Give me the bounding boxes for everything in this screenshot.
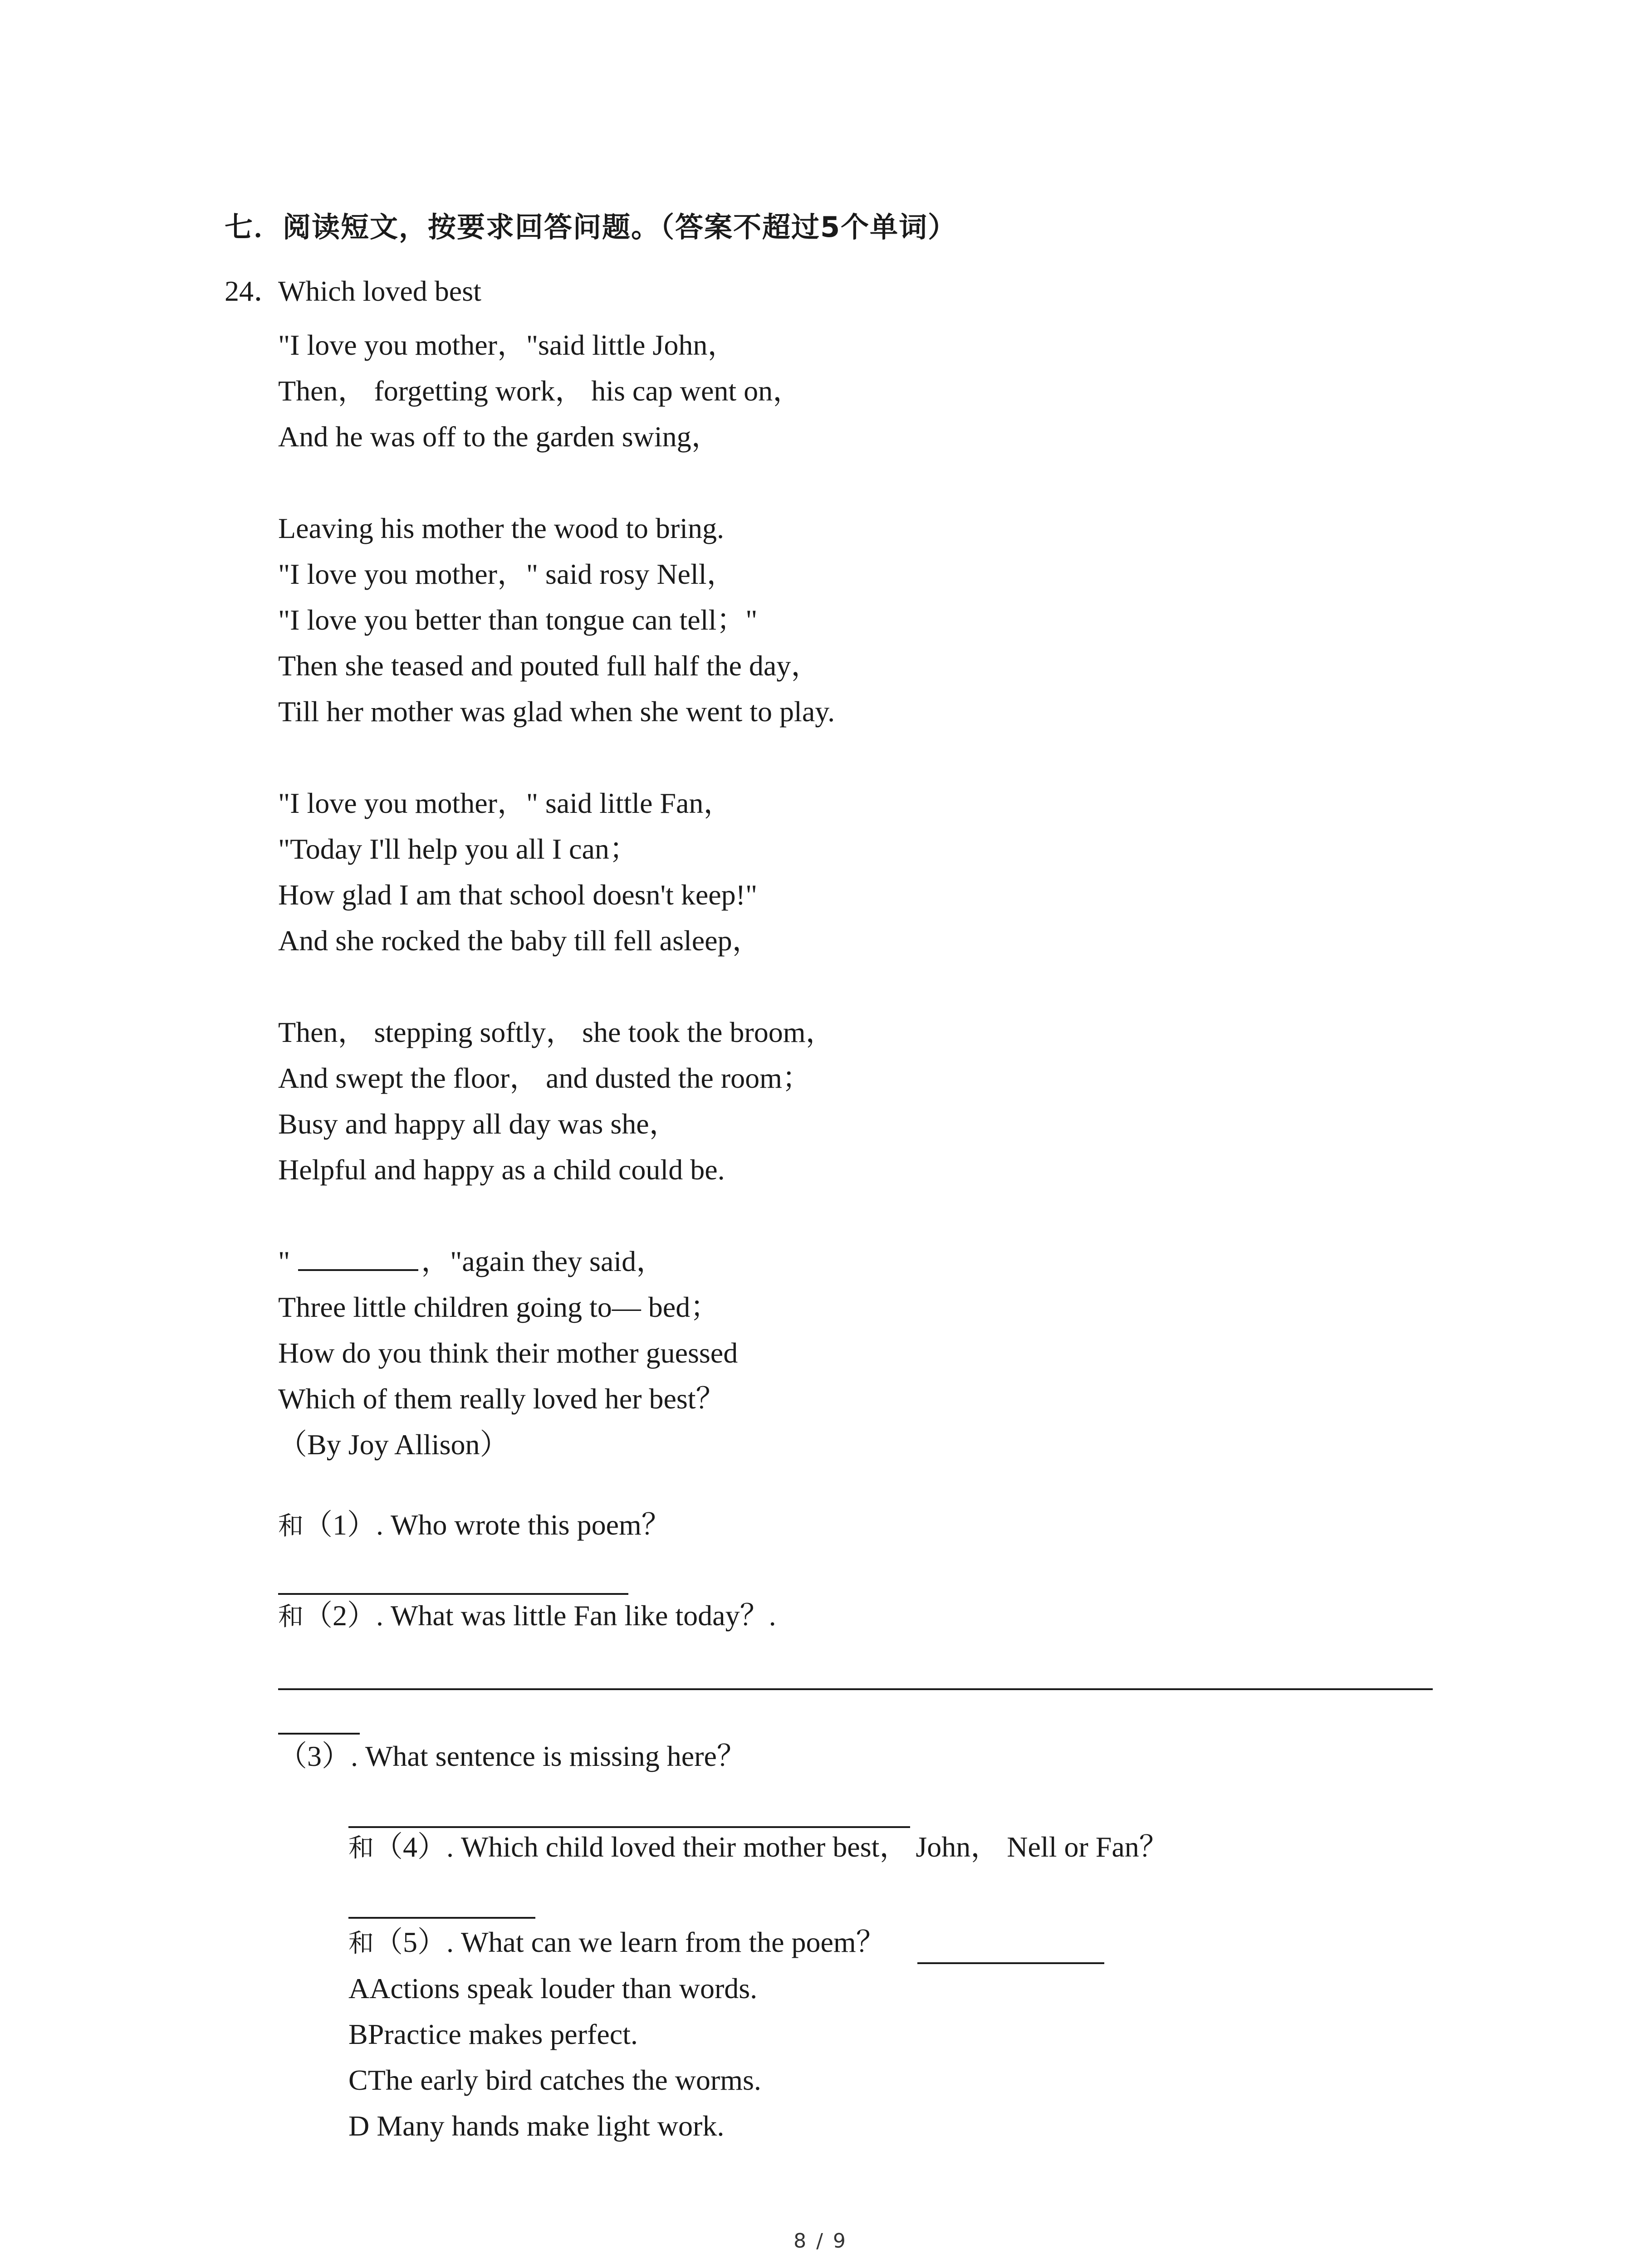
poem-line: How glad I am that school doesn't keep!": [278, 879, 758, 911]
poem-line: Leaving his mother the wood to bring.: [278, 512, 724, 544]
poem-body: [278, 322, 835, 1467]
poem-line: Then， forgetting work， his cap went on，: [278, 375, 802, 407]
poem-line: Which of them really loved her best？: [278, 1383, 725, 1415]
poem-line: Three little children going to— bed；: [278, 1291, 720, 1323]
poem-line: How do you think their mother guessed: [278, 1337, 738, 1369]
option-d: D Many hands make light work.: [348, 2110, 725, 2142]
option-b: BPractice makes perfect.: [348, 2018, 638, 2050]
question-3: （3）. What sentence is missing here？: [278, 1740, 746, 1772]
answer-line-2[interactable]: [278, 1688, 1433, 1690]
q5-text: （5）. What can we learn from the poem？: [374, 1926, 885, 1958]
answer-line-5[interactable]: [917, 1962, 1104, 1964]
poem-line: And she rocked the baby till fell asleep，: [278, 924, 761, 957]
option-a: AActions speak louder than words.: [348, 1972, 758, 2004]
poem-line: "Today I'll help you all I can；: [278, 833, 638, 865]
poem-line-rest: ，"again they said，: [421, 1245, 666, 1277]
poem-line: "I love you mother，" said rosy Nell，: [278, 558, 736, 590]
q5-prefix: 和: [348, 1929, 374, 1958]
answer-line-4[interactable]: [348, 1917, 535, 1919]
poem-title: Which loved best: [278, 275, 481, 307]
poem-line: "I love you mother，" said little Fan，: [278, 787, 733, 819]
question-number: 24．: [225, 275, 283, 307]
q1-prefix: 和: [278, 1511, 304, 1541]
answer-line-1[interactable]: [278, 1593, 628, 1595]
poem-line: And he was off to the garden swing，: [278, 420, 720, 453]
option-c: CThe early bird catches the worms.: [348, 2064, 761, 2096]
open-quote: ": [278, 1245, 290, 1277]
poem-line: Then she teased and pouted full half the day，: [278, 650, 820, 682]
poem-line: Till her mother was glad when she went to play.: [278, 695, 835, 728]
q4-prefix: 和: [348, 1833, 374, 1863]
poem-line: "I love you better than tongue can tell；": [278, 604, 758, 636]
poem-line: Busy and happy all day was she，: [278, 1108, 678, 1140]
missing-line-blank[interactable]: [298, 1244, 418, 1271]
question-5: [348, 1928, 885, 1957]
poem-author: （By Joy Allison）: [278, 1428, 509, 1461]
section-heading: 七．阅读短文，按要求回答问题。（答案不超过5个单词）: [225, 210, 957, 244]
q2-text: （2）. What was little Fan like today？.: [304, 1599, 776, 1632]
poem-line-missing: [278, 1238, 835, 1284]
q1-text: （1）. Who wrote this poem？: [304, 1509, 671, 1541]
q4-text: （4）. Which child loved their mother best， John， Nell or Fan？: [374, 1831, 1168, 1863]
question-4: [348, 1833, 1168, 1862]
q2-prefix: 和: [278, 1602, 304, 1632]
poem-line: "I love you mother，"said little John，: [278, 329, 737, 361]
poem-line: And swept the floor， and dusted the room；: [278, 1062, 811, 1094]
poem-line: Then， stepping softly， she took the broom，: [278, 1016, 835, 1048]
page-number: 8 / 9: [794, 2229, 847, 2253]
answer-line-3[interactable]: [348, 1826, 910, 1828]
question-1: [278, 1510, 671, 1540]
poem-line: Helpful and happy as a child could be.: [278, 1154, 725, 1186]
answer-line-2-cont[interactable]: [278, 1733, 360, 1735]
question-2: [278, 1601, 776, 1630]
